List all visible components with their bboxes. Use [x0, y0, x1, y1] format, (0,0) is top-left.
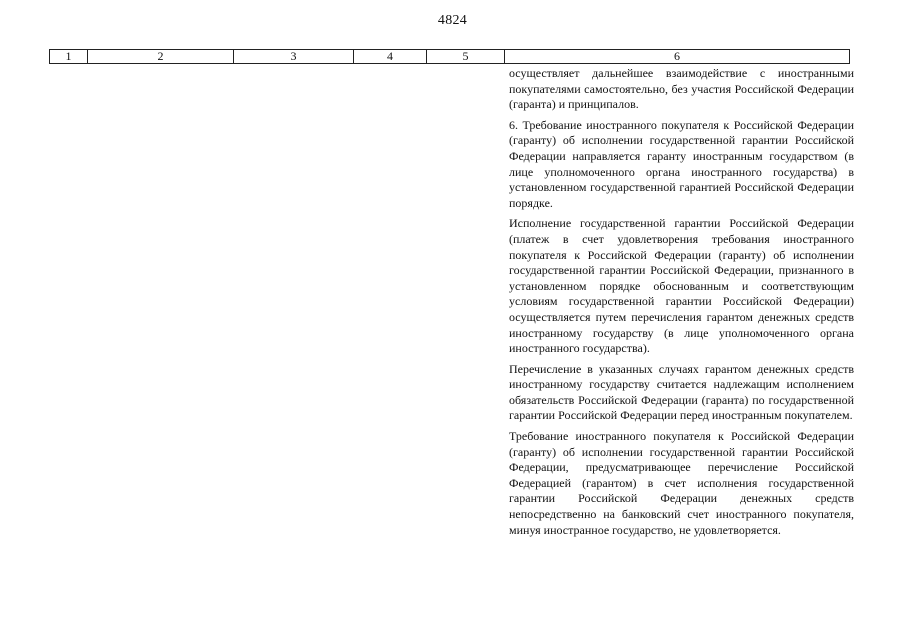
paragraph-item-6: 6. Требование иностранного покупателя к Российской Федерации (гаранту) об исполнении государственной гарантии Российской Федерации направляется гаранту иностранным государством (в лице уполномоченного органа иностранного государства) в установленном государственной гарантией Российской Федерации порядке. — [509, 117, 854, 210]
paragraph-continuation: осуществляет дальнейшее взаимодействие с иностранными покупателями самостоятельно, без участия Российской Федерации (гаранта) и принципалов. — [509, 66, 854, 112]
column-header-6: 6 — [505, 50, 850, 64]
column-header-table — [49, 49, 850, 64]
column-6-text — [509, 66, 854, 543]
column-header-5: 5 — [427, 50, 505, 64]
paragraph-execution: Исполнение государственной гарантии Российской Федерации (платеж в счет удовлетворения требования иностранного покупателя к Российской Федерации (гаранту) об исполнении государственной гарантии Российской Федерации, признанного в установленном порядке обоснованным и соответствующим условиям государственной гарантии Российской Федерации) осуществляется путем перечисления гарантом денежных средств иностранному государству (в лице уполномоченного органа иностранного государства). — [509, 216, 854, 356]
column-header-3: 3 — [234, 50, 354, 64]
column-header-row — [50, 50, 850, 64]
paragraph-transfer: Перечисление в указанных случаях гарантом денежных средств иностранному государству считается надлежащим исполнением обязательств Российской Федерации (гаранта) по государственной гарантии Российской Федерации перед иностранным покупателем. — [509, 361, 854, 423]
column-header-1: 1 — [50, 50, 88, 64]
column-header-4: 4 — [354, 50, 427, 64]
column-header-2: 2 — [88, 50, 234, 64]
page-number: 4824 — [437, 13, 468, 28]
paragraph-requirement: Требование иностранного покупателя к Российской Федерации (гаранту) об исполнении государственной гарантии Российской Федерации, предусматривающее перечисление Российской Федерацией (гарантом) в счет исполнения государственной гарантии Российской Федерации денежных средств непосредственно на банковский счет иностранного покупателя, минуя иностранное государство, не удовлетворяется. — [509, 429, 854, 537]
